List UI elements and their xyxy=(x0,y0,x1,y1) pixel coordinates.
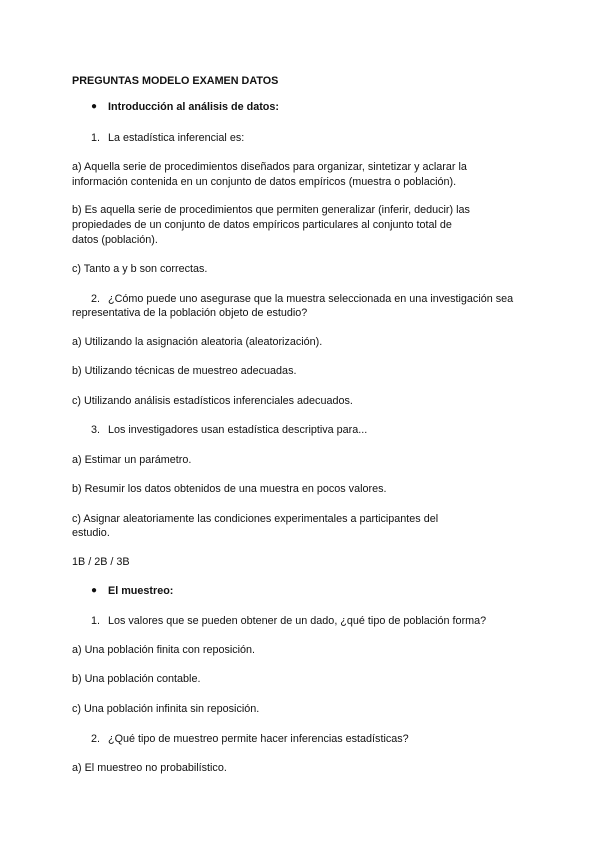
answer-option: b) Resumir los datos obtenidos de una muestra en pocos valores. xyxy=(72,483,387,495)
document-title: PREGUNTAS MODELO EXAMEN DATOS xyxy=(72,75,279,87)
answer-option: datos (población). xyxy=(72,234,158,246)
bullet-icon: ● xyxy=(91,101,98,112)
question-text: Los investigadores usan estadística descriptiva para... xyxy=(108,424,368,436)
answer-option: c) Una población infinita sin reposición. xyxy=(72,703,260,715)
answer-option: propiedades de un conjunto de datos empíricos particulares al conjunto total de xyxy=(72,219,452,231)
section-heading-intro: Introducción al análisis de datos: xyxy=(108,101,279,113)
answer-option: b) Utilizando técnicas de muestreo adecuadas. xyxy=(72,365,297,377)
answer-option: c) Utilizando análisis estadísticos inferenciales adecuados. xyxy=(72,395,353,407)
bullet-icon: ● xyxy=(91,585,98,596)
answer-option: a) Aquella serie de procedimientos diseñados para organizar, sintetizar y aclarar la xyxy=(72,161,467,173)
question-text: ¿Qué tipo de muestreo permite hacer inferencias estadísticas? xyxy=(108,733,409,745)
answer-option: a) Estimar un parámetro. xyxy=(72,454,192,466)
question-text: representativa de la población objeto de estudio? xyxy=(72,307,308,319)
question-text: La estadística inferencial es: xyxy=(108,132,245,144)
answer-option: b) Es aquella serie de procedimientos que permiten generalizar (inferir, deducir) las xyxy=(72,204,470,216)
answer-option: a) Una población finita con reposición. xyxy=(72,644,256,656)
answer-option: a) Utilizando la asignación aleatoria (aleatorización). xyxy=(72,336,323,348)
question-number: 1. xyxy=(91,132,101,144)
question-text: ¿Cómo puede uno asegurase que la muestra seleccionada en una investigación sea xyxy=(108,293,514,305)
answer-key: 1B / 2B / 3B xyxy=(72,556,130,568)
answer-option: c) Asignar aleatoriamente las condiciones experimentales a participantes del xyxy=(72,513,439,525)
answer-option: c) Tanto a y b son correctas. xyxy=(72,263,208,275)
question-number: 2. xyxy=(91,293,101,305)
question-number: 1. xyxy=(91,615,101,627)
answer-option: b) Una población contable. xyxy=(72,673,201,685)
answer-option: información contenida en un conjunto de datos empíricos (muestra o población). xyxy=(72,176,457,188)
section-heading-muestreo: El muestreo: xyxy=(108,585,174,597)
answer-option: estudio. xyxy=(72,527,110,539)
question-text: Los valores que se pueden obtener de un dado, ¿qué tipo de población forma? xyxy=(108,615,487,627)
question-number: 3. xyxy=(91,424,101,436)
question-number: 2. xyxy=(91,733,101,745)
answer-option: a) El muestreo no probabilístico. xyxy=(72,762,227,774)
